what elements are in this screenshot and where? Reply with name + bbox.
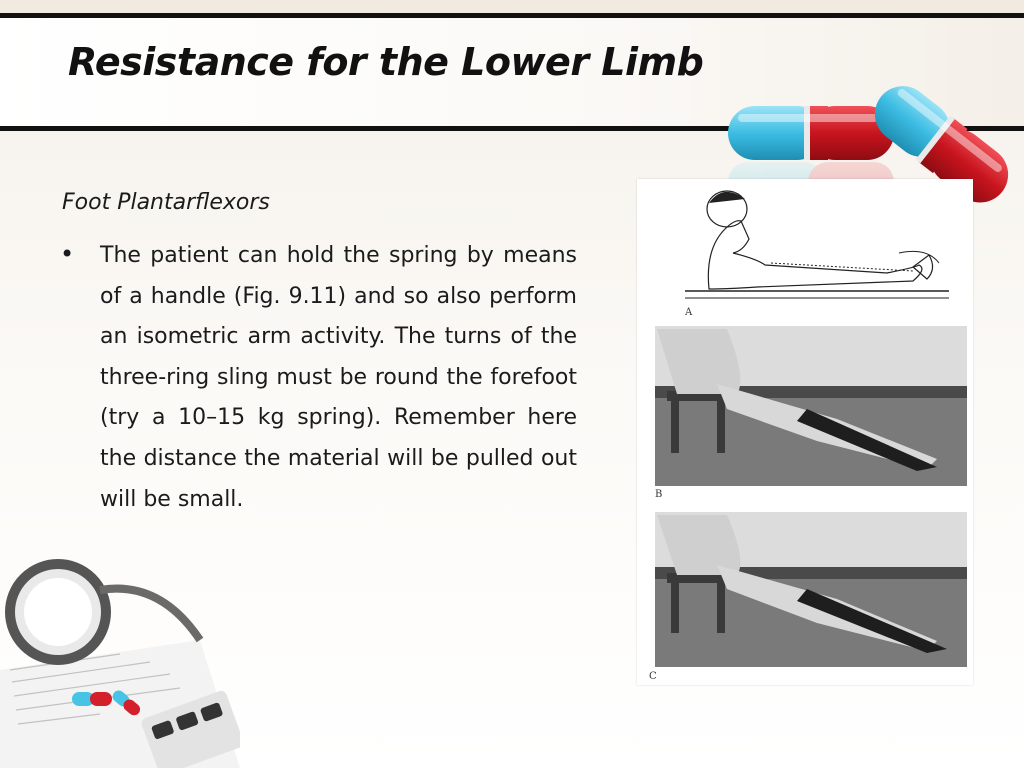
exercise-illustrations [637,179,973,685]
panel-a-drawing [685,191,949,298]
subheading: Foot Plantarflexors [62,190,270,215]
bullet-paragraph: The patient can hold the spring by means of a handle (Fig. 9.11) and so also perform an isometric arm activity. The turns of the three-ring sling must be round the forefoot (try a 10–15 kg spring). Remember here the distance the material will be pulled out will be small. [100,243,577,512]
capsule-horizontal-icon [728,106,894,160]
panel-b-photo [655,326,967,486]
panel-label-b: B [655,489,663,500]
stethoscope-paper-decoration [0,520,240,768]
exercise-figure [637,179,973,685]
slide-title: Resistance for the Lower Limb [68,40,704,84]
panel-c-photo [655,512,967,667]
panel-label-a: A [685,307,693,318]
bullet-marker: • [60,240,75,268]
panel-label-c: C [649,671,657,682]
